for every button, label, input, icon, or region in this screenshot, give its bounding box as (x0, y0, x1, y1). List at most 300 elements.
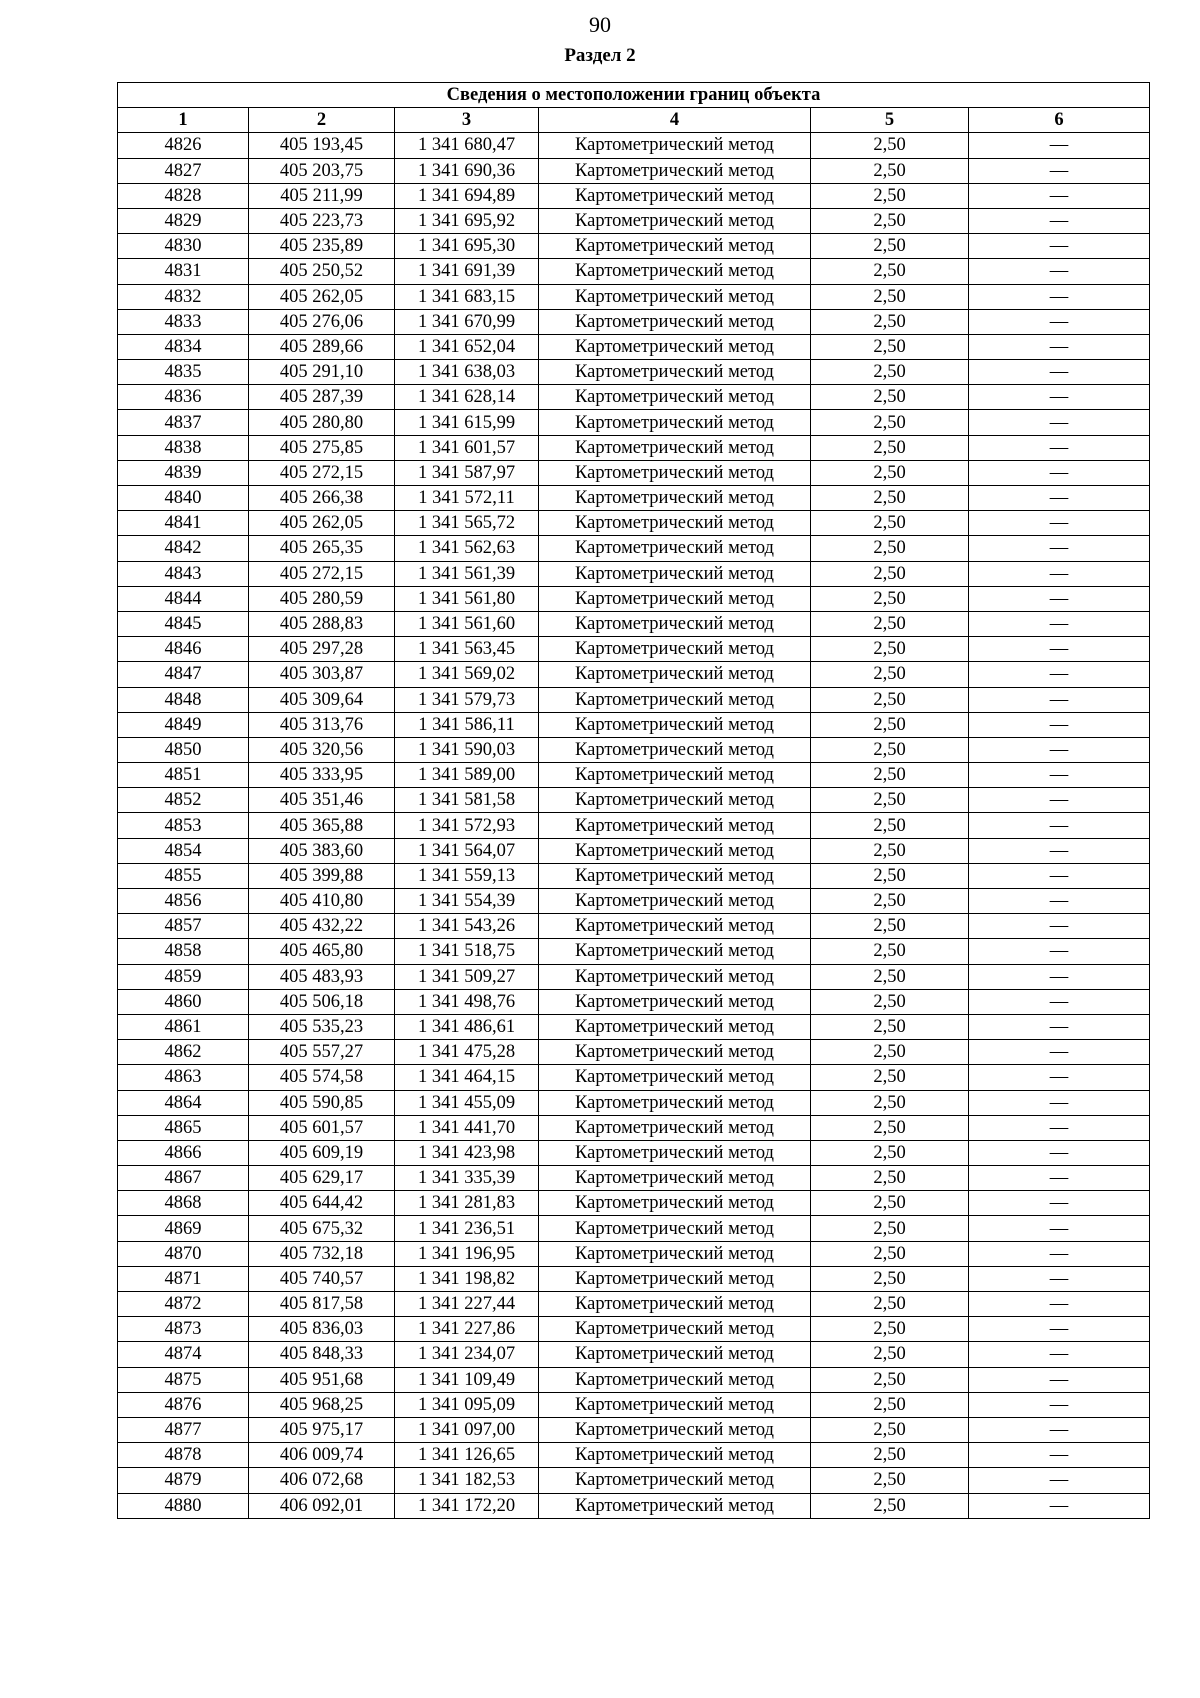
x-coordinate-cell: 405 309,64 (249, 687, 395, 712)
column-header: 4 (539, 108, 811, 133)
method-cell: Картометрический метод (539, 234, 811, 259)
method-cell: Картометрический метод (539, 410, 811, 435)
note-cell: — (969, 1342, 1150, 1367)
accuracy-cell: 2,50 (811, 385, 969, 410)
x-coordinate-cell: 405 291,10 (249, 360, 395, 385)
x-coordinate-cell: 405 975,17 (249, 1417, 395, 1442)
table-row (118, 1166, 1150, 1191)
table-row (118, 989, 1150, 1014)
note-cell: — (969, 183, 1150, 208)
y-coordinate-cell: 1 341 695,92 (395, 208, 539, 233)
note-cell: — (969, 611, 1150, 636)
y-coordinate-cell: 1 341 586,11 (395, 712, 539, 737)
y-coordinate-cell: 1 341 691,39 (395, 259, 539, 284)
x-coordinate-cell: 405 303,87 (249, 662, 395, 687)
column-header: 3 (395, 108, 539, 133)
accuracy-cell: 2,50 (811, 1317, 969, 1342)
note-cell: — (969, 889, 1150, 914)
table-row (118, 1115, 1150, 1140)
point-number-cell: 4832 (118, 284, 249, 309)
y-coordinate-cell: 1 341 455,09 (395, 1090, 539, 1115)
accuracy-cell: 2,50 (811, 1191, 969, 1216)
note-cell: — (969, 863, 1150, 888)
table-row (118, 561, 1150, 586)
section-title: Раздел 2 (564, 45, 636, 66)
method-cell: Картометрический метод (539, 863, 811, 888)
note-cell: — (969, 637, 1150, 662)
point-number-cell: 4831 (118, 259, 249, 284)
note-cell: — (969, 1417, 1150, 1442)
point-number-cell: 4830 (118, 234, 249, 259)
table-body (118, 133, 1150, 1518)
note-cell: — (969, 1317, 1150, 1342)
accuracy-cell: 2,50 (811, 813, 969, 838)
method-cell: Картометрический метод (539, 1417, 811, 1442)
y-coordinate-cell: 1 341 680,47 (395, 133, 539, 158)
x-coordinate-cell: 405 629,17 (249, 1166, 395, 1191)
table-row (118, 284, 1150, 309)
method-cell: Картометрический метод (539, 712, 811, 737)
method-cell: Картометрический метод (539, 511, 811, 536)
note-cell: — (969, 284, 1150, 309)
y-coordinate-cell: 1 341 694,89 (395, 183, 539, 208)
table-row (118, 486, 1150, 511)
x-coordinate-cell: 405 289,66 (249, 334, 395, 359)
table-row (118, 586, 1150, 611)
y-coordinate-cell: 1 341 589,00 (395, 763, 539, 788)
y-coordinate-cell: 1 341 670,99 (395, 309, 539, 334)
method-cell: Картометрический метод (539, 1468, 811, 1493)
note-cell: — (969, 1392, 1150, 1417)
x-coordinate-cell: 405 265,35 (249, 536, 395, 561)
table-caption-row (118, 83, 1150, 108)
accuracy-cell: 2,50 (811, 1493, 969, 1518)
y-coordinate-cell: 1 341 572,11 (395, 486, 539, 511)
y-coordinate-cell: 1 341 441,70 (395, 1115, 539, 1140)
x-coordinate-cell: 405 601,57 (249, 1115, 395, 1140)
accuracy-cell: 2,50 (811, 410, 969, 435)
accuracy-cell: 2,50 (811, 1140, 969, 1165)
x-coordinate-cell: 405 506,18 (249, 989, 395, 1014)
x-coordinate-cell: 405 223,73 (249, 208, 395, 233)
x-coordinate-cell: 405 465,80 (249, 939, 395, 964)
method-cell: Картометрический метод (539, 1241, 811, 1266)
note-cell: — (969, 435, 1150, 460)
accuracy-cell: 2,50 (811, 763, 969, 788)
accuracy-cell: 2,50 (811, 889, 969, 914)
table-row (118, 838, 1150, 863)
x-coordinate-cell: 405 365,88 (249, 813, 395, 838)
x-coordinate-cell: 405 211,99 (249, 183, 395, 208)
x-coordinate-cell: 405 399,88 (249, 863, 395, 888)
table-row (118, 259, 1150, 284)
accuracy-cell: 2,50 (811, 208, 969, 233)
x-coordinate-cell: 405 272,15 (249, 460, 395, 485)
point-number-cell: 4843 (118, 561, 249, 586)
method-cell: Картометрический метод (539, 208, 811, 233)
table-row (118, 1241, 1150, 1266)
note-cell: — (969, 1040, 1150, 1065)
table-row (118, 208, 1150, 233)
y-coordinate-cell: 1 341 498,76 (395, 989, 539, 1014)
accuracy-cell: 2,50 (811, 1392, 969, 1417)
point-number-cell: 4867 (118, 1166, 249, 1191)
method-cell: Картометрический метод (539, 1392, 811, 1417)
accuracy-cell: 2,50 (811, 1367, 969, 1392)
method-cell: Картометрический метод (539, 1292, 811, 1317)
method-cell: Картометрический метод (539, 536, 811, 561)
page-number: 90 (589, 12, 611, 37)
method-cell: Картометрический метод (539, 1342, 811, 1367)
method-cell: Картометрический метод (539, 939, 811, 964)
method-cell: Картометрический метод (539, 1317, 811, 1342)
accuracy-cell: 2,50 (811, 158, 969, 183)
x-coordinate-cell: 405 836,03 (249, 1317, 395, 1342)
y-coordinate-cell: 1 341 518,75 (395, 939, 539, 964)
y-coordinate-cell: 1 341 097,00 (395, 1417, 539, 1442)
x-coordinate-cell: 405 203,75 (249, 158, 395, 183)
method-cell: Картометрический метод (539, 1266, 811, 1291)
method-cell: Картометрический метод (539, 889, 811, 914)
method-cell: Картометрический метод (539, 158, 811, 183)
y-coordinate-cell: 1 341 475,28 (395, 1040, 539, 1065)
y-coordinate-cell: 1 341 182,53 (395, 1468, 539, 1493)
table-row (118, 964, 1150, 989)
table-row (118, 662, 1150, 687)
method-cell: Картометрический метод (539, 964, 811, 989)
y-coordinate-cell: 1 341 572,93 (395, 813, 539, 838)
method-cell: Картометрический метод (539, 737, 811, 762)
x-coordinate-cell: 406 092,01 (249, 1493, 395, 1518)
column-header: 1 (118, 108, 249, 133)
point-number-cell: 4872 (118, 1292, 249, 1317)
accuracy-cell: 2,50 (811, 1468, 969, 1493)
point-number-cell: 4845 (118, 611, 249, 636)
accuracy-cell: 2,50 (811, 1090, 969, 1115)
accuracy-cell: 2,50 (811, 133, 969, 158)
note-cell: — (969, 1166, 1150, 1191)
accuracy-cell: 2,50 (811, 259, 969, 284)
table-row (118, 1216, 1150, 1241)
point-number-cell: 4836 (118, 385, 249, 410)
method-cell: Картометрический метод (539, 1040, 811, 1065)
table-row (118, 1493, 1150, 1518)
point-number-cell: 4860 (118, 989, 249, 1014)
point-number-cell: 4828 (118, 183, 249, 208)
accuracy-cell: 2,50 (811, 1443, 969, 1468)
point-number-cell: 4834 (118, 334, 249, 359)
accuracy-cell: 2,50 (811, 511, 969, 536)
point-number-cell: 4880 (118, 1493, 249, 1518)
note-cell: — (969, 158, 1150, 183)
point-number-cell: 4855 (118, 863, 249, 888)
accuracy-cell: 2,50 (811, 183, 969, 208)
method-cell: Картометрический метод (539, 486, 811, 511)
point-number-cell: 4841 (118, 511, 249, 536)
accuracy-cell: 2,50 (811, 737, 969, 762)
point-number-cell: 4844 (118, 586, 249, 611)
x-coordinate-cell: 405 535,23 (249, 1014, 395, 1039)
y-coordinate-cell: 1 341 569,02 (395, 662, 539, 687)
note-cell: — (969, 763, 1150, 788)
x-coordinate-cell: 405 288,83 (249, 611, 395, 636)
x-coordinate-cell: 405 287,39 (249, 385, 395, 410)
x-coordinate-cell: 405 848,33 (249, 1342, 395, 1367)
table-row (118, 1443, 1150, 1468)
note-cell: — (969, 259, 1150, 284)
accuracy-cell: 2,50 (811, 1014, 969, 1039)
table-row (118, 763, 1150, 788)
y-coordinate-cell: 1 341 227,86 (395, 1317, 539, 1342)
method-cell: Картометрический метод (539, 1443, 811, 1468)
table-row (118, 309, 1150, 334)
accuracy-cell: 2,50 (811, 309, 969, 334)
table-row (118, 460, 1150, 485)
method-cell: Картометрический метод (539, 1115, 811, 1140)
y-coordinate-cell: 1 341 198,82 (395, 1266, 539, 1291)
point-number-cell: 4866 (118, 1140, 249, 1165)
note-cell: — (969, 1090, 1150, 1115)
method-cell: Картометрический метод (539, 259, 811, 284)
y-coordinate-cell: 1 341 564,07 (395, 838, 539, 863)
x-coordinate-cell: 405 276,06 (249, 309, 395, 334)
note-cell: — (969, 1468, 1150, 1493)
y-coordinate-cell: 1 341 554,39 (395, 889, 539, 914)
note-cell: — (969, 334, 1150, 359)
point-number-cell: 4833 (118, 309, 249, 334)
x-coordinate-cell: 405 262,05 (249, 284, 395, 309)
note-cell: — (969, 813, 1150, 838)
table-row (118, 183, 1150, 208)
method-cell: Картометрический метод (539, 1493, 811, 1518)
note-cell: — (969, 133, 1150, 158)
note-cell: — (969, 410, 1150, 435)
method-cell: Картометрический метод (539, 838, 811, 863)
point-number-cell: 4840 (118, 486, 249, 511)
table-row (118, 158, 1150, 183)
point-number-cell: 4864 (118, 1090, 249, 1115)
method-cell: Картометрический метод (539, 435, 811, 460)
note-cell: — (969, 1115, 1150, 1140)
note-cell: — (969, 486, 1150, 511)
point-number-cell: 4839 (118, 460, 249, 485)
point-number-cell: 4873 (118, 1317, 249, 1342)
y-coordinate-cell: 1 341 561,80 (395, 586, 539, 611)
y-coordinate-cell: 1 341 562,63 (395, 536, 539, 561)
table-row (118, 1065, 1150, 1090)
y-coordinate-cell: 1 341 690,36 (395, 158, 539, 183)
table-row (118, 712, 1150, 737)
table-row (118, 863, 1150, 888)
x-coordinate-cell: 405 272,15 (249, 561, 395, 586)
accuracy-cell: 2,50 (811, 989, 969, 1014)
note-cell: — (969, 1065, 1150, 1090)
y-coordinate-cell: 1 341 561,39 (395, 561, 539, 586)
note-cell: — (969, 1191, 1150, 1216)
column-header: 6 (969, 108, 1150, 133)
y-coordinate-cell: 1 341 579,73 (395, 687, 539, 712)
x-coordinate-cell: 405 817,58 (249, 1292, 395, 1317)
y-coordinate-cell: 1 341 227,44 (395, 1292, 539, 1317)
point-number-cell: 4877 (118, 1417, 249, 1442)
point-number-cell: 4875 (118, 1367, 249, 1392)
point-number-cell: 4829 (118, 208, 249, 233)
method-cell: Картометрический метод (539, 1216, 811, 1241)
accuracy-cell: 2,50 (811, 838, 969, 863)
point-number-cell: 4847 (118, 662, 249, 687)
method-cell: Картометрический метод (539, 1065, 811, 1090)
x-coordinate-cell: 405 275,85 (249, 435, 395, 460)
x-coordinate-cell: 405 675,32 (249, 1216, 395, 1241)
x-coordinate-cell: 405 590,85 (249, 1090, 395, 1115)
table-row (118, 914, 1150, 939)
point-number-cell: 4856 (118, 889, 249, 914)
method-cell: Картометрический метод (539, 687, 811, 712)
method-cell: Картометрический метод (539, 284, 811, 309)
x-coordinate-cell: 406 072,68 (249, 1468, 395, 1493)
x-coordinate-cell: 405 262,05 (249, 511, 395, 536)
note-cell: — (969, 1367, 1150, 1392)
method-cell: Картометрический метод (539, 1140, 811, 1165)
method-cell: Картометрический метод (539, 1014, 811, 1039)
method-cell: Картометрический метод (539, 637, 811, 662)
table-caption: Сведения о местоположении границ объекта (118, 83, 1150, 108)
point-number-cell: 4848 (118, 687, 249, 712)
point-number-cell: 4859 (118, 964, 249, 989)
y-coordinate-cell: 1 341 587,97 (395, 460, 539, 485)
accuracy-cell: 2,50 (811, 334, 969, 359)
method-cell: Картометрический метод (539, 360, 811, 385)
note-cell: — (969, 1014, 1150, 1039)
y-coordinate-cell: 1 341 126,65 (395, 1443, 539, 1468)
note-cell: — (969, 1241, 1150, 1266)
accuracy-cell: 2,50 (811, 536, 969, 561)
note-cell: — (969, 1266, 1150, 1291)
y-coordinate-cell: 1 341 615,99 (395, 410, 539, 435)
x-coordinate-cell: 405 266,38 (249, 486, 395, 511)
x-coordinate-cell: 405 951,68 (249, 1367, 395, 1392)
table-row (118, 334, 1150, 359)
accuracy-cell: 2,50 (811, 939, 969, 964)
method-cell: Картометрический метод (539, 611, 811, 636)
accuracy-cell: 2,50 (811, 360, 969, 385)
y-coordinate-cell: 1 341 234,07 (395, 1342, 539, 1367)
y-coordinate-cell: 1 341 109,49 (395, 1367, 539, 1392)
method-cell: Картометрический метод (539, 561, 811, 586)
point-number-cell: 4853 (118, 813, 249, 838)
point-number-cell: 4865 (118, 1115, 249, 1140)
note-cell: — (969, 712, 1150, 737)
method-cell: Картометрический метод (539, 133, 811, 158)
accuracy-cell: 2,50 (811, 611, 969, 636)
x-coordinate-cell: 405 280,80 (249, 410, 395, 435)
point-number-cell: 4879 (118, 1468, 249, 1493)
table-row (118, 687, 1150, 712)
table-row (118, 1040, 1150, 1065)
accuracy-cell: 2,50 (811, 914, 969, 939)
x-coordinate-cell: 405 193,45 (249, 133, 395, 158)
x-coordinate-cell: 405 320,56 (249, 737, 395, 762)
accuracy-cell: 2,50 (811, 964, 969, 989)
point-number-cell: 4858 (118, 939, 249, 964)
table-row (118, 435, 1150, 460)
point-number-cell: 4838 (118, 435, 249, 460)
column-header-row (118, 108, 1150, 133)
y-coordinate-cell: 1 341 628,14 (395, 385, 539, 410)
method-cell: Картометрический метод (539, 1090, 811, 1115)
accuracy-cell: 2,50 (811, 687, 969, 712)
note-cell: — (969, 511, 1150, 536)
point-number-cell: 4870 (118, 1241, 249, 1266)
y-coordinate-cell: 1 341 561,60 (395, 611, 539, 636)
table-row (118, 1417, 1150, 1442)
note-cell: — (969, 234, 1150, 259)
table-row (118, 1317, 1150, 1342)
method-cell: Картометрический метод (539, 763, 811, 788)
x-coordinate-cell: 405 333,95 (249, 763, 395, 788)
y-coordinate-cell: 1 341 281,83 (395, 1191, 539, 1216)
note-cell: — (969, 208, 1150, 233)
y-coordinate-cell: 1 341 581,58 (395, 788, 539, 813)
x-coordinate-cell: 405 250,52 (249, 259, 395, 284)
table-row (118, 889, 1150, 914)
y-coordinate-cell: 1 341 601,57 (395, 435, 539, 460)
accuracy-cell: 2,50 (811, 1241, 969, 1266)
note-cell: — (969, 687, 1150, 712)
y-coordinate-cell: 1 341 695,30 (395, 234, 539, 259)
note-cell: — (969, 536, 1150, 561)
y-coordinate-cell: 1 341 423,98 (395, 1140, 539, 1165)
note-cell: — (969, 385, 1150, 410)
x-coordinate-cell: 405 313,76 (249, 712, 395, 737)
table-row (118, 1342, 1150, 1367)
method-cell: Картометрический метод (539, 385, 811, 410)
note-cell: — (969, 662, 1150, 687)
x-coordinate-cell: 405 351,46 (249, 788, 395, 813)
note-cell: — (969, 561, 1150, 586)
x-coordinate-cell: 405 432,22 (249, 914, 395, 939)
y-coordinate-cell: 1 341 172,20 (395, 1493, 539, 1518)
x-coordinate-cell: 405 297,28 (249, 637, 395, 662)
table-row (118, 939, 1150, 964)
method-cell: Картометрический метод (539, 309, 811, 334)
table-row (118, 1266, 1150, 1291)
y-coordinate-cell: 1 341 683,15 (395, 284, 539, 309)
x-coordinate-cell: 405 280,59 (249, 586, 395, 611)
y-coordinate-cell: 1 341 486,61 (395, 1014, 539, 1039)
method-cell: Картометрический метод (539, 1191, 811, 1216)
accuracy-cell: 2,50 (811, 712, 969, 737)
point-number-cell: 4826 (118, 133, 249, 158)
note-cell: — (969, 964, 1150, 989)
note-cell: — (969, 586, 1150, 611)
point-number-cell: 4837 (118, 410, 249, 435)
note-cell: — (969, 939, 1150, 964)
accuracy-cell: 2,50 (811, 637, 969, 662)
accuracy-cell: 2,50 (811, 662, 969, 687)
point-number-cell: 4854 (118, 838, 249, 863)
y-coordinate-cell: 1 341 652,04 (395, 334, 539, 359)
note-cell: — (969, 360, 1150, 385)
point-number-cell: 4862 (118, 1040, 249, 1065)
accuracy-cell: 2,50 (811, 1216, 969, 1241)
point-number-cell: 4850 (118, 737, 249, 762)
point-number-cell: 4871 (118, 1266, 249, 1291)
accuracy-cell: 2,50 (811, 1292, 969, 1317)
x-coordinate-cell: 405 740,57 (249, 1266, 395, 1291)
boundary-coordinates-table (117, 82, 1150, 1519)
point-number-cell: 4878 (118, 1443, 249, 1468)
